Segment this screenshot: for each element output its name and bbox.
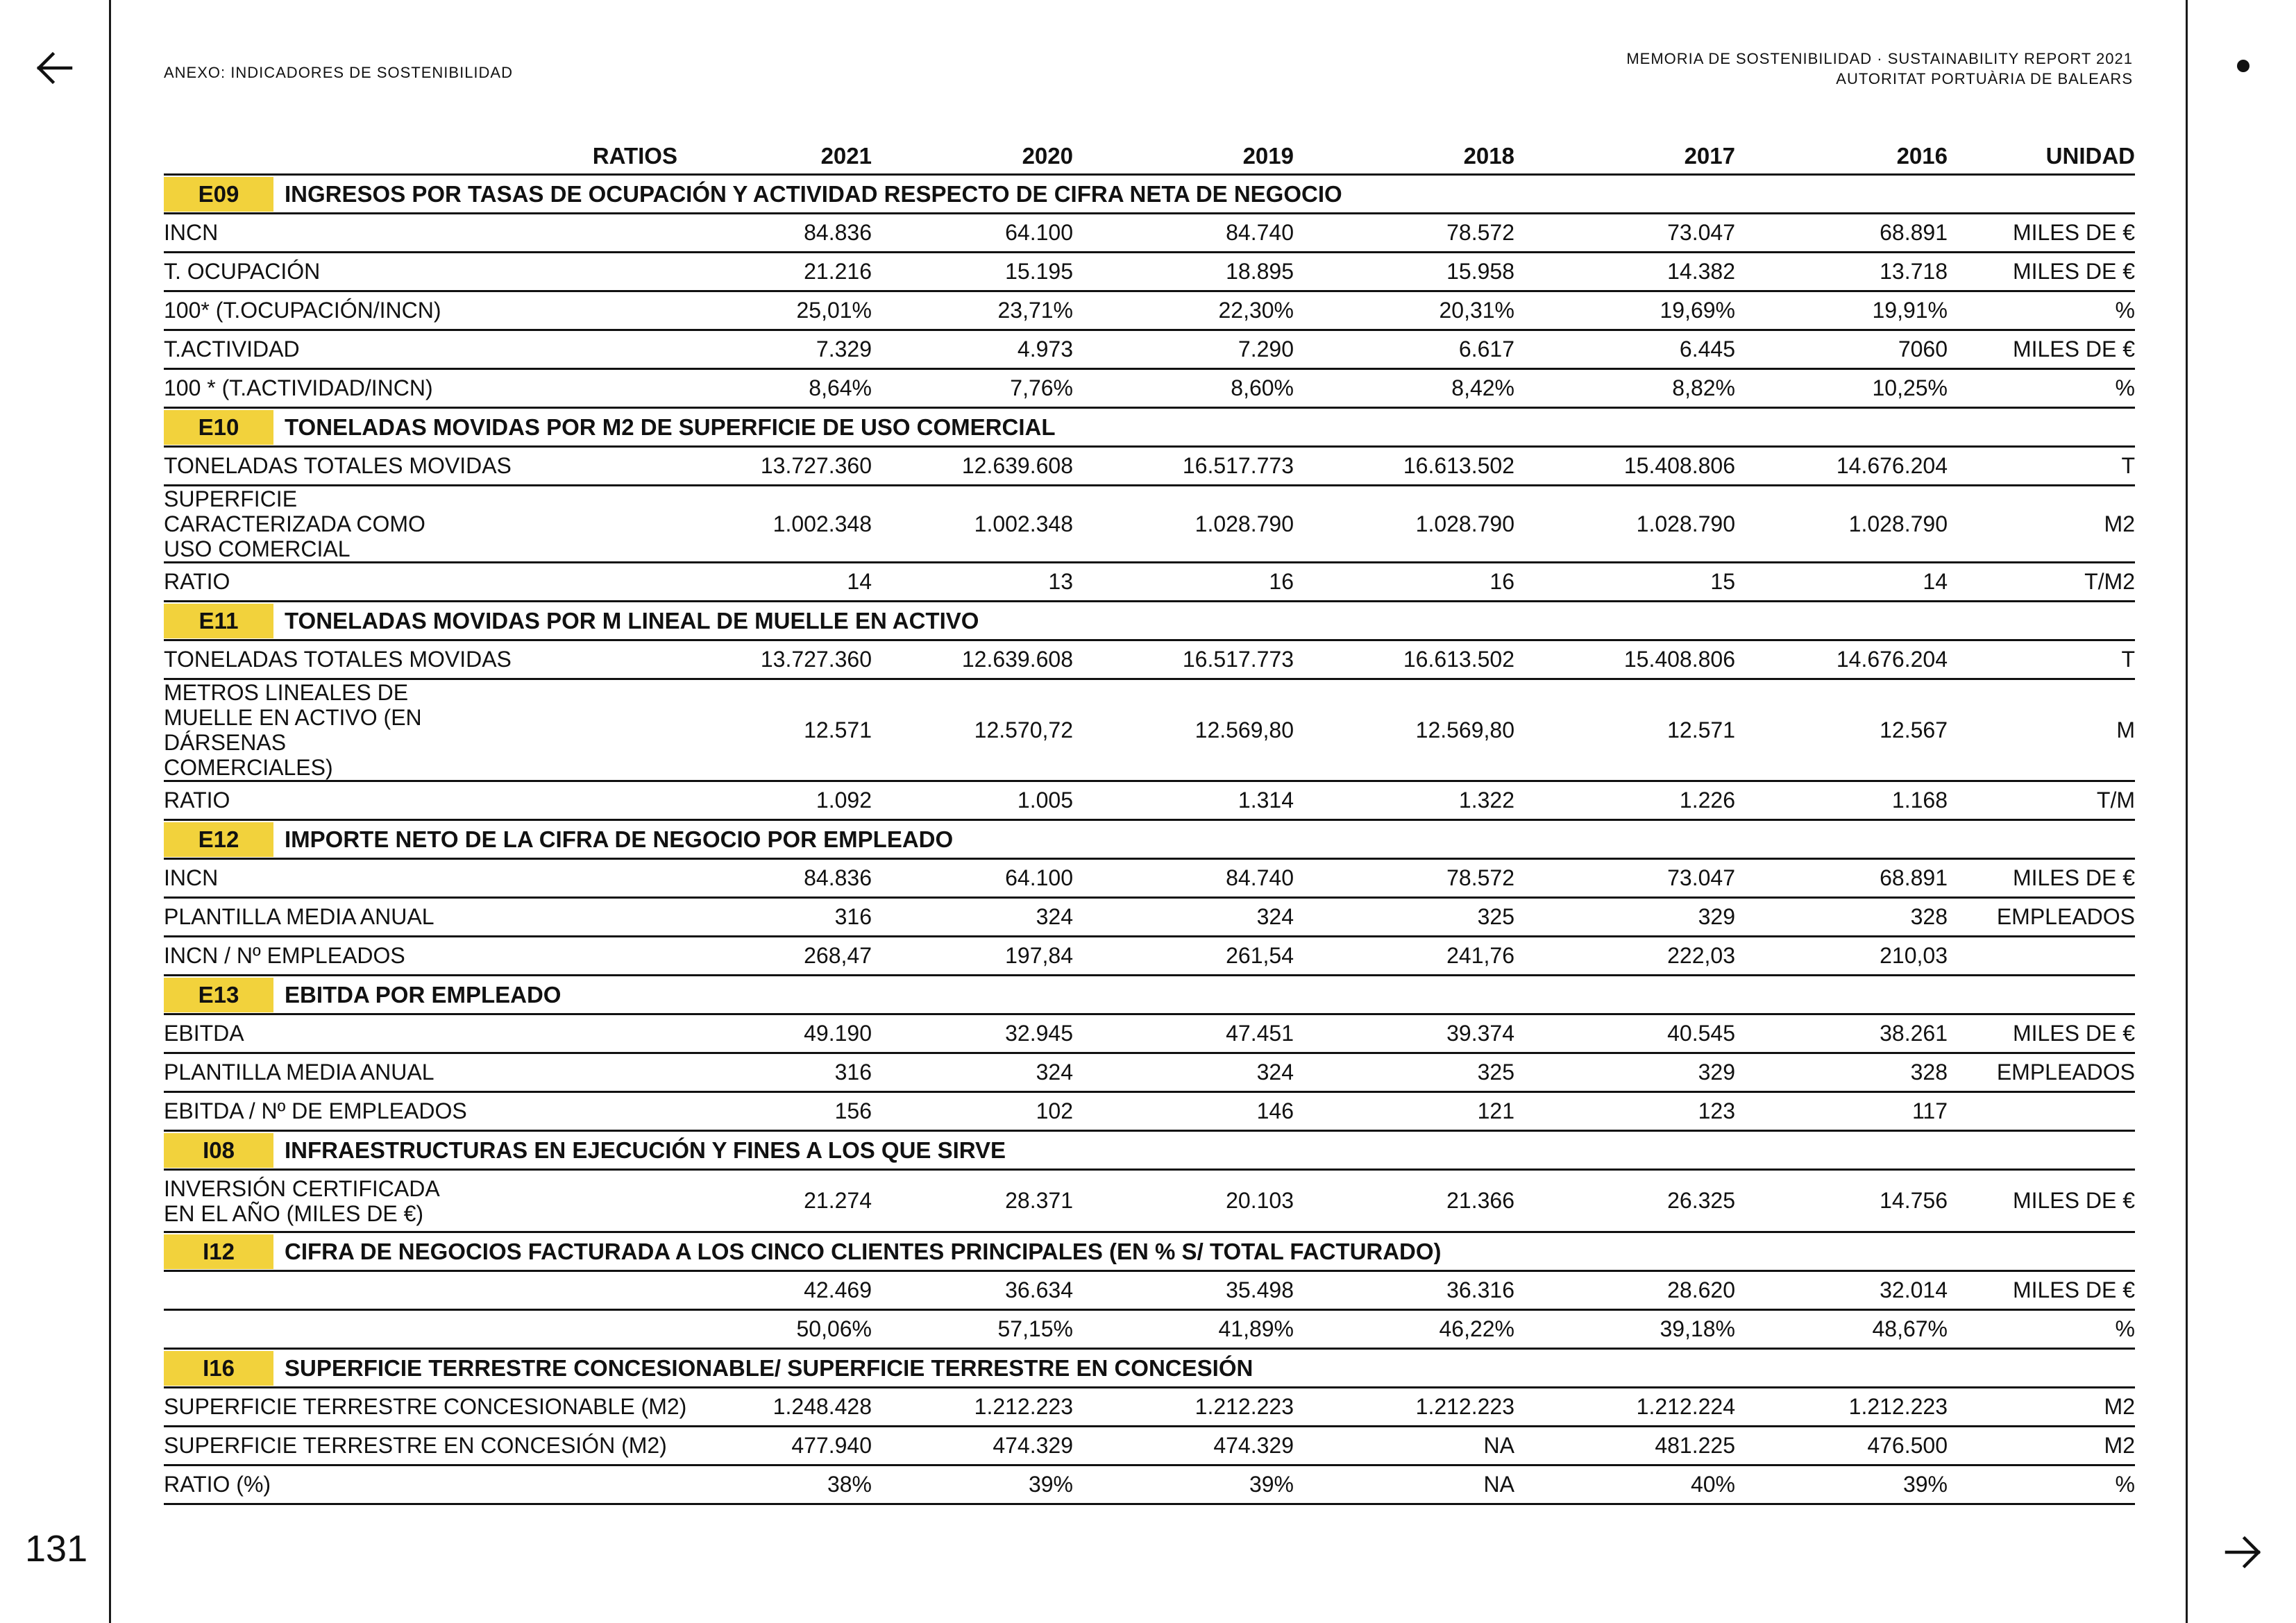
- value-cell: 1.028.790: [1073, 486, 1294, 563]
- value-cell: 16.613.502: [1294, 447, 1514, 486]
- row-label: PLANTILLA MEDIA ANUAL: [164, 898, 677, 937]
- indicator-code: E13: [164, 978, 273, 1012]
- table-row: [164, 1014, 2135, 1053]
- indicator-title: INFRAESTRUCTURAS EN EJECUCIÓN Y FINES A LOS QUE SIRVE: [285, 1137, 1006, 1163]
- indicator-code: E10: [164, 410, 273, 445]
- section-header-row: [164, 1349, 2135, 1388]
- value-cell: 39%: [872, 1465, 1073, 1504]
- value-cell: 64.100: [872, 859, 1073, 898]
- value-cell: NA: [1294, 1465, 1514, 1504]
- value-cell: 123: [1514, 1092, 1735, 1131]
- unit-cell: MILES DE €: [1948, 1271, 2135, 1310]
- value-cell: 1.212.223: [1735, 1388, 1948, 1427]
- indicator-code: I16: [164, 1351, 273, 1386]
- value-cell: 1.092: [677, 781, 872, 820]
- value-cell: 21.216: [677, 253, 872, 291]
- value-cell: 64.100: [872, 214, 1073, 253]
- table-header-row: [164, 139, 2135, 175]
- table-row: [164, 214, 2135, 253]
- value-cell: 16.517.773: [1073, 447, 1294, 486]
- value-cell: 156: [677, 1092, 872, 1131]
- value-cell: 26.325: [1514, 1170, 1735, 1232]
- value-cell: 12.639.608: [872, 447, 1073, 486]
- table-row: [164, 781, 2135, 820]
- value-cell: 68.891: [1735, 214, 1948, 253]
- indicator-code: E11: [164, 604, 273, 638]
- table-row: [164, 447, 2135, 486]
- row-label: RATIO: [164, 781, 677, 820]
- unit-cell: M: [1948, 679, 2135, 781]
- value-cell: 84.836: [677, 214, 872, 253]
- value-cell: 14.382: [1514, 253, 1735, 291]
- indicator-title: INGRESOS POR TASAS DE OCUPACIÓN Y ACTIVIDAD RESPECTO DE CIFRA NETA DE NEGOCIO: [285, 180, 1342, 207]
- value-cell: 15.408.806: [1514, 447, 1735, 486]
- unit-cell: MILES DE €: [1948, 330, 2135, 369]
- column-header-year: 2019: [1073, 139, 1294, 175]
- indicator-code: I12: [164, 1234, 273, 1269]
- value-cell: 38.261: [1735, 1014, 1948, 1053]
- value-cell: 13.727.360: [677, 447, 872, 486]
- row-label: RATIO (%): [164, 1465, 677, 1504]
- row-label: [164, 1271, 677, 1310]
- table-row: [164, 1388, 2135, 1427]
- row-label: INCN: [164, 859, 677, 898]
- unit-cell: T/M2: [1948, 563, 2135, 602]
- value-cell: 12.571: [1514, 679, 1735, 781]
- table-row: [164, 1271, 2135, 1310]
- table-row: [164, 1465, 2135, 1504]
- value-cell: 121: [1294, 1092, 1514, 1131]
- value-cell: 48,67%: [1735, 1310, 1948, 1349]
- unit-cell: M2: [1948, 1388, 2135, 1427]
- section-header-row: [164, 602, 2135, 640]
- section-header-cell: [164, 820, 2135, 859]
- indicator-title: TONELADAS MOVIDAS POR M2 DE SUPERFICIE DE USO COMERCIAL: [285, 414, 1056, 440]
- value-cell: 222,03: [1514, 937, 1735, 976]
- value-cell: 23,71%: [872, 291, 1073, 330]
- value-cell: 102: [872, 1092, 1073, 1131]
- value-cell: 14.756: [1735, 1170, 1948, 1232]
- unit-cell: [1948, 937, 2135, 976]
- value-cell: 15: [1514, 563, 1735, 602]
- column-header-unit: UNIDAD: [1948, 139, 2135, 175]
- section-header-cell: [164, 602, 2135, 640]
- value-cell: 42.469: [677, 1271, 872, 1310]
- value-cell: 14: [1735, 563, 1948, 602]
- ratios-table: [164, 139, 2135, 1505]
- section-header-row: [164, 1131, 2135, 1170]
- value-cell: 328: [1735, 898, 1948, 937]
- value-cell: 477.940: [677, 1427, 872, 1465]
- unit-cell: M2: [1948, 1427, 2135, 1465]
- indicator-title: IMPORTE NETO DE LA CIFRA DE NEGOCIO POR EMPLEADO: [285, 826, 954, 852]
- row-label: TONELADAS TOTALES MOVIDAS: [164, 447, 677, 486]
- unit-cell: %: [1948, 1310, 2135, 1349]
- unit-cell: MILES DE €: [1948, 1170, 2135, 1232]
- row-label: TONELADAS TOTALES MOVIDAS: [164, 640, 677, 679]
- row-label: 100* (T.OCUPACIÓN/INCN): [164, 291, 677, 330]
- row-label: T.ACTIVIDAD: [164, 330, 677, 369]
- value-cell: 4.973: [872, 330, 1073, 369]
- unit-cell: %: [1948, 291, 2135, 330]
- value-cell: 324: [1073, 1053, 1294, 1092]
- value-cell: 1.212.223: [1073, 1388, 1294, 1427]
- value-cell: 1.002.348: [677, 486, 872, 563]
- value-cell: 329: [1514, 898, 1735, 937]
- value-cell: 1.005: [872, 781, 1073, 820]
- indicator-code: I08: [164, 1133, 273, 1168]
- table-row: [164, 679, 2135, 781]
- value-cell: NA: [1294, 1427, 1514, 1465]
- value-cell: 328: [1735, 1053, 1948, 1092]
- value-cell: 1.002.348: [872, 486, 1073, 563]
- value-cell: 36.634: [872, 1271, 1073, 1310]
- value-cell: 7.290: [1073, 330, 1294, 369]
- row-label: SUPERFICIE TERRESTRE EN CONCESIÓN (M2): [164, 1427, 677, 1465]
- value-cell: 1.028.790: [1294, 486, 1514, 563]
- value-cell: 13: [872, 563, 1073, 602]
- value-cell: 12.569,80: [1294, 679, 1514, 781]
- unit-cell: MILES DE €: [1948, 1014, 2135, 1053]
- left-margin-rule: [109, 0, 111, 1623]
- table-row: [164, 563, 2135, 602]
- value-cell: 324: [872, 1053, 1073, 1092]
- report-organization: AUTORITAT PORTUÀRIA DE BALEARS: [1836, 70, 2133, 87]
- unit-cell: EMPLEADOS: [1948, 898, 2135, 937]
- value-cell: 36.316: [1294, 1271, 1514, 1310]
- value-cell: 1.212.223: [1294, 1388, 1514, 1427]
- value-cell: 12.567: [1735, 679, 1948, 781]
- value-cell: 78.572: [1294, 859, 1514, 898]
- value-cell: 16: [1073, 563, 1294, 602]
- value-cell: 7060: [1735, 330, 1948, 369]
- value-cell: 1.028.790: [1735, 486, 1948, 563]
- row-label: INCN: [164, 214, 677, 253]
- unit-cell: T/M: [1948, 781, 2135, 820]
- section-header-cell: [164, 1131, 2135, 1170]
- value-cell: 10,25%: [1735, 369, 1948, 408]
- value-cell: 16.613.502: [1294, 640, 1514, 679]
- value-cell: 325: [1294, 1053, 1514, 1092]
- column-header-ratios: RATIOS: [164, 139, 677, 175]
- value-cell: 474.329: [1073, 1427, 1294, 1465]
- indicator-title: SUPERFICIE TERRESTRE CONCESIONABLE/ SUPERFICIE TERRESTRE EN CONCESIÓN: [285, 1354, 1253, 1381]
- unit-cell: T: [1948, 447, 2135, 486]
- value-cell: 73.047: [1514, 214, 1735, 253]
- column-header-year: 2016: [1735, 139, 1948, 175]
- value-cell: 316: [677, 898, 872, 937]
- value-cell: 25,01%: [677, 291, 872, 330]
- section-header-row: [164, 976, 2135, 1014]
- value-cell: 41,89%: [1073, 1310, 1294, 1349]
- value-cell: 12.639.608: [872, 640, 1073, 679]
- page-number: 131: [25, 1528, 88, 1570]
- section-header-cell: [164, 1232, 2135, 1271]
- value-cell: 1.212.224: [1514, 1388, 1735, 1427]
- indicator-code: E09: [164, 177, 273, 212]
- row-label: T. OCUPACIÓN: [164, 253, 677, 291]
- table-row: [164, 291, 2135, 330]
- section-header: ANEXO: INDICADORES DE SOSTENIBILIDAD: [164, 64, 513, 81]
- unit-cell: [1948, 1092, 2135, 1131]
- value-cell: 1.248.428: [677, 1388, 872, 1427]
- row-label: PLANTILLA MEDIA ANUAL: [164, 1053, 677, 1092]
- value-cell: 1.028.790: [1514, 486, 1735, 563]
- value-cell: 12.571: [677, 679, 872, 781]
- value-cell: 40.545: [1514, 1014, 1735, 1053]
- indicator-title: CIFRA DE NEGOCIOS FACTURADA A LOS CINCO CLIENTES PRINCIPALES (EN % S/ TOTAL FACTURADO): [285, 1238, 1442, 1264]
- value-cell: 14.676.204: [1735, 447, 1948, 486]
- value-cell: 6.445: [1514, 330, 1735, 369]
- section-header-cell: [164, 976, 2135, 1014]
- row-label: EBITDA: [164, 1014, 677, 1053]
- dot-icon: [2237, 60, 2249, 72]
- value-cell: 39%: [1073, 1465, 1294, 1504]
- value-cell: 57,15%: [872, 1310, 1073, 1349]
- indicator-title: EBITDA POR EMPLEADO: [285, 981, 562, 1008]
- value-cell: 329: [1514, 1053, 1735, 1092]
- value-cell: 15.958: [1294, 253, 1514, 291]
- unit-cell: MILES DE €: [1948, 859, 2135, 898]
- unit-cell: %: [1948, 369, 2135, 408]
- value-cell: 14.676.204: [1735, 640, 1948, 679]
- section-header-cell: [164, 175, 2135, 214]
- value-cell: 8,42%: [1294, 369, 1514, 408]
- value-cell: 8,60%: [1073, 369, 1294, 408]
- table-body: [164, 175, 2135, 1504]
- column-header-year: 2018: [1294, 139, 1514, 175]
- value-cell: 324: [872, 898, 1073, 937]
- arrow-left-icon[interactable]: [32, 46, 76, 90]
- value-cell: 210,03: [1735, 937, 1948, 976]
- row-label: SUPERFICIE CARACTERIZADA COMO USO COMERCIAL: [164, 486, 677, 563]
- column-header-year: 2017: [1514, 139, 1735, 175]
- table-row: [164, 330, 2135, 369]
- table-row: [164, 253, 2135, 291]
- value-cell: 46,22%: [1294, 1310, 1514, 1349]
- value-cell: 12.569,80: [1073, 679, 1294, 781]
- value-cell: 197,84: [872, 937, 1073, 976]
- table-row: [164, 1053, 2135, 1092]
- value-cell: 40%: [1514, 1465, 1735, 1504]
- value-cell: 28.371: [872, 1170, 1073, 1232]
- row-label: RATIO: [164, 563, 677, 602]
- arrow-right-icon[interactable]: [2221, 1530, 2265, 1574]
- value-cell: 325: [1294, 898, 1514, 937]
- value-cell: 481.225: [1514, 1427, 1735, 1465]
- value-cell: 474.329: [872, 1427, 1073, 1465]
- value-cell: 146: [1073, 1092, 1294, 1131]
- value-cell: 7.329: [677, 330, 872, 369]
- table-row: [164, 1310, 2135, 1349]
- value-cell: 16.517.773: [1073, 640, 1294, 679]
- unit-cell: %: [1948, 1465, 2135, 1504]
- value-cell: 84.836: [677, 859, 872, 898]
- row-label: METROS LINEALES DE MUELLE EN ACTIVO (EN DÁRSENAS COMERCIALES): [164, 679, 677, 781]
- value-cell: 78.572: [1294, 214, 1514, 253]
- value-cell: 21.274: [677, 1170, 872, 1232]
- row-label: INCN / Nº EMPLEADOS: [164, 937, 677, 976]
- column-header-year: 2020: [872, 139, 1073, 175]
- row-label: EBITDA / Nº DE EMPLEADOS: [164, 1092, 677, 1131]
- value-cell: 28.620: [1514, 1271, 1735, 1310]
- section-header-cell: [164, 408, 2135, 447]
- value-cell: 47.451: [1073, 1014, 1294, 1053]
- value-cell: 268,47: [677, 937, 872, 976]
- table-row: [164, 1170, 2135, 1232]
- table-row: [164, 859, 2135, 898]
- value-cell: 7,76%: [872, 369, 1073, 408]
- row-label: 100 * (T.ACTIVIDAD/INCN): [164, 369, 677, 408]
- unit-cell: EMPLEADOS: [1948, 1053, 2135, 1092]
- value-cell: 13.727.360: [677, 640, 872, 679]
- value-cell: 49.190: [677, 1014, 872, 1053]
- value-cell: 19,91%: [1735, 291, 1948, 330]
- section-header-row: [164, 175, 2135, 214]
- unit-cell: MILES DE €: [1948, 214, 2135, 253]
- value-cell: 8,64%: [677, 369, 872, 408]
- value-cell: 22,30%: [1073, 291, 1294, 330]
- indicator-title: TONELADAS MOVIDAS POR M LINEAL DE MUELLE EN ACTIVO: [285, 607, 979, 634]
- table-row: [164, 1092, 2135, 1131]
- indicator-code: E12: [164, 822, 273, 857]
- section-header-cell: [164, 1349, 2135, 1388]
- value-cell: 39%: [1735, 1465, 1948, 1504]
- value-cell: 476.500: [1735, 1427, 1948, 1465]
- right-margin-rule: [2186, 0, 2188, 1623]
- value-cell: 1.314: [1073, 781, 1294, 820]
- value-cell: 39.374: [1294, 1014, 1514, 1053]
- value-cell: 19,69%: [1514, 291, 1735, 330]
- value-cell: 15.408.806: [1514, 640, 1735, 679]
- value-cell: 39,18%: [1514, 1310, 1735, 1349]
- value-cell: 324: [1073, 898, 1294, 937]
- report-header: [1626, 49, 2133, 89]
- value-cell: 1.212.223: [872, 1388, 1073, 1427]
- table-row: [164, 486, 2135, 563]
- table-row: [164, 640, 2135, 679]
- value-cell: 84.740: [1073, 859, 1294, 898]
- value-cell: 15.195: [872, 253, 1073, 291]
- table-row: [164, 937, 2135, 976]
- section-header-row: [164, 820, 2135, 859]
- value-cell: 35.498: [1073, 1271, 1294, 1310]
- value-cell: 84.740: [1073, 214, 1294, 253]
- value-cell: 8,82%: [1514, 369, 1735, 408]
- value-cell: 73.047: [1514, 859, 1735, 898]
- value-cell: 117: [1735, 1092, 1948, 1131]
- section-header-row: [164, 408, 2135, 447]
- value-cell: 241,76: [1294, 937, 1514, 976]
- row-label: SUPERFICIE TERRESTRE CONCESIONABLE (M2): [164, 1388, 677, 1427]
- value-cell: 1.322: [1294, 781, 1514, 820]
- value-cell: 1.226: [1514, 781, 1735, 820]
- value-cell: 32.945: [872, 1014, 1073, 1053]
- value-cell: 6.617: [1294, 330, 1514, 369]
- table-row: [164, 1427, 2135, 1465]
- value-cell: 316: [677, 1053, 872, 1092]
- value-cell: 14: [677, 563, 872, 602]
- value-cell: 13.718: [1735, 253, 1948, 291]
- value-cell: 1.168: [1735, 781, 1948, 820]
- value-cell: 16: [1294, 563, 1514, 602]
- value-cell: 20.103: [1073, 1170, 1294, 1232]
- table-row: [164, 369, 2135, 408]
- value-cell: 38%: [677, 1465, 872, 1504]
- value-cell: 18.895: [1073, 253, 1294, 291]
- unit-cell: M2: [1948, 486, 2135, 563]
- row-label: INVERSIÓN CERTIFICADA EN EL AÑO (MILES DE €): [164, 1170, 677, 1232]
- value-cell: 68.891: [1735, 859, 1948, 898]
- table-row: [164, 898, 2135, 937]
- column-header-year: 2021: [677, 139, 872, 175]
- value-cell: 261,54: [1073, 937, 1294, 976]
- row-label: [164, 1310, 677, 1349]
- value-cell: 12.570,72: [872, 679, 1073, 781]
- unit-cell: T: [1948, 640, 2135, 679]
- report-title: MEMORIA DE SOSTENIBILIDAD · SUSTAINABILITY REPORT 2021: [1626, 50, 2133, 67]
- section-header-row: [164, 1232, 2135, 1271]
- value-cell: 50,06%: [677, 1310, 872, 1349]
- value-cell: 20,31%: [1294, 291, 1514, 330]
- value-cell: 32.014: [1735, 1271, 1948, 1310]
- value-cell: 21.366: [1294, 1170, 1514, 1232]
- unit-cell: MILES DE €: [1948, 253, 2135, 291]
